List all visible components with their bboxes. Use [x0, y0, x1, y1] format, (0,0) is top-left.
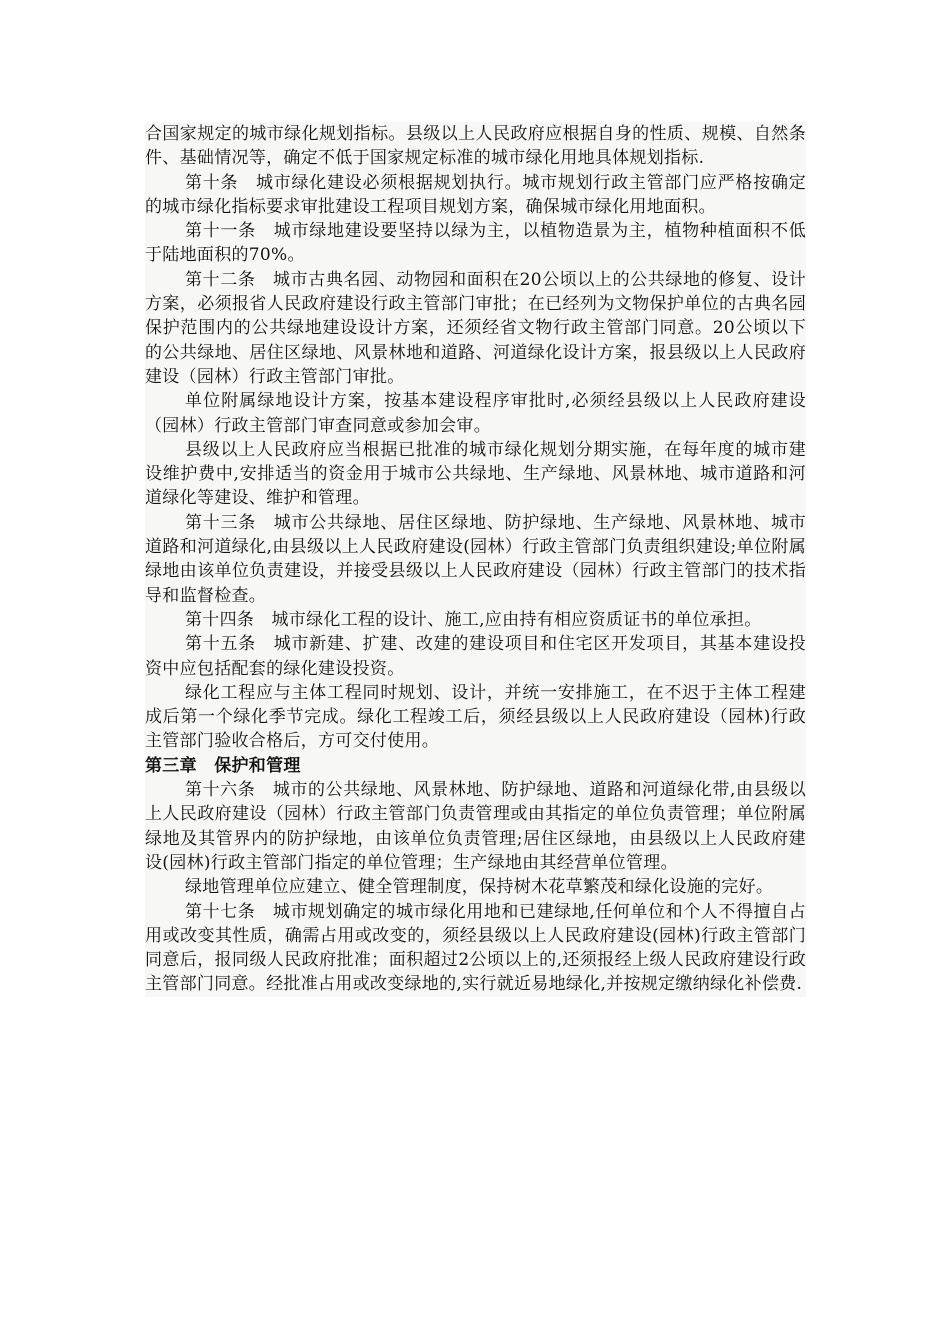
- paragraph: 县级以上人民政府应当根据已批准的城市绿化规划分期实施，在每年度的城市建设维护费中,安排适当的资金用于城市公共绿地、生产绿地、风景林地、城市道路和河道绿化等建设、维护和管理。: [145, 439, 806, 509]
- article-10: 第十条 城市绿化建设必须根据规划执行。城市规划行政主管部门应严格按确定的城市绿化指标要求审批建设工程项目规划方案，确保城市绿化用地面积。: [145, 172, 806, 217]
- document-body: [145, 122, 806, 997]
- article-16: 第十六条 城市的公共绿地、风景林地、防护绿地、道路和河道绿化带,由县级以上人民政府建设（园林）行政主管部门负责管理或由其指定的单位负责管理；单位附属绿地及其管界内的防护绿地，由该单位负责管理;居住区绿地，由县级以上人民政府建设(园林)行政主管部门指定的单位管理；生产绿地由其经营单位管理。: [145, 780, 806, 873]
- article-15: 第十五条 城市新建、扩建、改建的建设项目和住宅区开发项目，其基本建设投资中应包括配套的绿化建设投资。: [145, 634, 806, 679]
- article-14: 第十四条 城市绿化工程的设计、施工,应由持有相应资质证书的单位承担。: [185, 609, 762, 630]
- chapter-heading: 第三章 保护和管理: [145, 755, 301, 776]
- article-17: 第十七条 城市规划确定的城市绿化用地和已建绿地,任何单位和个人不得擅自占用或改变其性质，确需占用或改变的，须经县级以上人民政府建设(园林)行政主管部门同意后，报同级人民政府批准；面积超过2公顷以上的,还须报经上级人民政府建设行政主管部门同意。经批准占用或改变绿地的,实行就近易地绿化,并按规定缴纳绿化补偿费.: [145, 901, 806, 995]
- paragraph: 单位附属绿地设计方案，按基本建设程序审批时,必须经县级以上人民政府建设（园林）行政主管部门审查同意或参加会审。: [145, 391, 806, 436]
- article-11: 第十一条 城市绿地建设要坚持以绿为主，以植物造景为主，植物种植面积不低于陆地面积的70%。: [145, 221, 806, 266]
- paragraph: 合国家规定的城市绿化规划指标。县级以上人民政府应根据自身的性质、规模、自然条件、基础情况等，确定不低于国家规定标准的城市绿化用地具体规划指标.: [145, 124, 806, 169]
- article-12: 第十二条 城市古典名园、动物园和面积在20公顷以上的公共绿地的修复、设计方案，必须报省人民政府建设行政主管部门审批；在已经列为文物保护单位的古典名园保护范围内的公共绿地建设设计方案，还须经省文物行政主管部门同意。20公顷以下的公共绿地、居住区绿地、风景林地和道路、河道绿化设计方案，报县级以上人民政府建设（园林）行政主管部门审批。: [145, 269, 806, 387]
- paragraph: 绿化工程应与主体工程同时规划、设计，并统一安排施工，在不迟于主体工程建成后第一个绿化季节完成。绿化工程竣工后，须经县级以上人民政府建设（园林)行政主管部门验收合格后，方可交付使用。: [145, 682, 806, 752]
- article-13: 第十三条 城市公共绿地、居住区绿地、防护绿地、生产绿地、风景林地、城市道路和河道绿化,由县级以上人民政府建设(园林）行政主管部门负责组织建设;单位附属绿地由该单位负责建设，并接受县级以上人民政府建设（园林）行政主管部门的技术指导和监督检查。: [145, 512, 806, 606]
- paragraph: 绿地管理单位应建立、健全管理制度，保持树木花草繁茂和绿化设施的完好。: [185, 877, 774, 898]
